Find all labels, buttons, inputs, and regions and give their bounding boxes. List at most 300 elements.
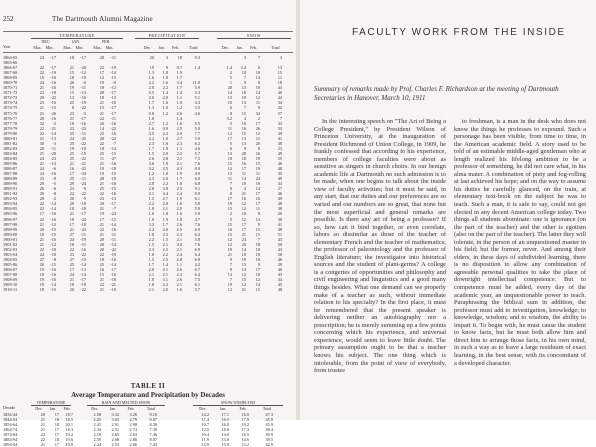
table-cell: -22 (80, 155, 86, 161)
table-cell: 20 (39, 196, 44, 202)
text-column-left (314, 118, 446, 375)
table-cell: 12.5 (201, 427, 209, 432)
table-cell: -13 (110, 196, 116, 202)
table-cell: -17 (110, 266, 116, 272)
table-cell: -19 (80, 150, 86, 156)
table-cell: 2.2 (162, 130, 168, 136)
table-cell: 8 (229, 110, 232, 116)
table-cell: 14 (241, 246, 246, 252)
table-cell: 19.9 (65, 442, 73, 447)
table-cell: 57 (277, 110, 282, 116)
year-cell: 1894-95 (3, 206, 18, 212)
table-cell: -11 (80, 130, 86, 136)
table-cell: -20 (50, 150, 56, 156)
table-cell: 12 (255, 95, 260, 101)
table-cell: 19 (39, 75, 44, 81)
table-cell: 2.2 (162, 251, 168, 257)
year-cell: 1910-11 (3, 287, 18, 293)
table-cell: 1.1 (176, 95, 182, 101)
table-cell: -15 (110, 150, 116, 156)
table-cell: 24 (39, 55, 44, 60)
table-cell: 28 (99, 176, 104, 182)
table-cell: 29 (39, 181, 44, 187)
table-cell: 2.0 (162, 95, 168, 101)
year-cell: 1884-85 (3, 155, 18, 161)
table-cell: 15 (69, 70, 74, 76)
table-cell: 18 (69, 206, 74, 212)
table-cell: 2.0 (148, 85, 154, 91)
year-cell: 1889-90 (3, 181, 18, 187)
table-cell: 9 (257, 221, 260, 227)
table-cell: 15 (255, 231, 260, 237)
table-cell: -7 (112, 206, 116, 212)
table-cell: 1.9 (162, 160, 168, 166)
table-cell: -6 (82, 80, 86, 86)
table-cell: 2 (229, 70, 232, 76)
table-cell: -16 (50, 272, 56, 278)
table-cell: -22 (80, 251, 86, 257)
table-cell: -5 (52, 181, 56, 187)
table-cell: 6.7 (194, 266, 200, 272)
table-cell: -16 (50, 85, 56, 91)
table-cell: 25 (69, 130, 74, 136)
table-cell: 11.4 (201, 417, 209, 422)
table-cell: 21 (40, 422, 45, 427)
table-cell: -16 (50, 236, 56, 242)
table-cell: 20 (39, 226, 44, 232)
year-cell: 1909-10 (3, 282, 18, 288)
table-cell: 27 (39, 256, 44, 262)
table-cell: 22 (99, 115, 104, 121)
table-cell: 43 (277, 246, 282, 252)
table-cell: 3.5 (194, 105, 200, 111)
table-cell: 49 (277, 150, 282, 156)
table-cell: 18 (54, 417, 59, 422)
table-cell: -3 (52, 140, 56, 146)
table-cell: 17.3 (241, 427, 249, 432)
table-cell: 1.4 (162, 90, 168, 96)
table-cell: 2.74 (129, 427, 137, 432)
year-cell: 1885-86 (3, 160, 18, 166)
table-cell: -16 (110, 160, 116, 166)
table-cell: 1.6 (176, 120, 182, 126)
table1-column-header: Dec. (143, 45, 152, 50)
table-cell: -8 (52, 191, 56, 197)
table-cell: 8 (257, 80, 260, 86)
table-cell: 46 (277, 191, 282, 197)
table-cell: 7 (257, 236, 260, 242)
table-cell: -18 (110, 277, 116, 283)
table-cell: 2.6 (148, 155, 154, 161)
table-cell: 11 (99, 155, 104, 161)
column-left-text: In the interesting speech on "The Art of Being a College President," by President Wilson of Princeton University, at the inauguration of President Richmond of Union College, in 1909, he frankly confessed that according to his experience, members of college faculties were about as sensitive as singers in church choirs. In our benign academic life at Dartmouth no such admission is to be made, when one begins to talk about the inside view of faculty activities; but it must be said, in any start, that our duties and our preferences are so varied and our numbers are so great, that none but the most superficial and general remarks are possible. Is there any art of being a professor? If so, how can it bind together, or even correlate, labors so dissimilar as those of the teacher of elementary French and the teacher of mathematics; the professor of paleontology and the professor of English literature; the investigator into historical sources and the student of plant-germs? A college is a congeries of opportunities and philosophy and civil engineering and linguistics and a good many things besides. What one demand can we properly make of a teacher as such, without immediate relation to his specialty? In the first place, it must be remembered that the present speaker is delivering neither an autobiography nor a prescription; he is merely summing up a few points concerning which his experience, and universal experience, would seem to leave little doubt. The primary assumption ought to be that a teacher knows his subject. The one thing which is intolerable, from the point of view of everybody, from trustee (314, 118, 446, 375)
table-cell: 2.1 (148, 272, 154, 278)
table-cell: 2.0 (162, 176, 168, 182)
table-cell: 2.6 (176, 266, 182, 272)
table-cell: -22 (80, 105, 86, 111)
table-cell: 27 (277, 186, 282, 192)
table-cell: 2.8 (176, 256, 182, 262)
table-cell: 2.7 (148, 120, 154, 126)
table-cell: 1.9 (162, 216, 168, 222)
table-cell: 22 (39, 246, 44, 252)
table-cell: 24 (39, 155, 44, 161)
group-temperature: TEMPERATURE (31, 33, 123, 39)
table-cell: 26 (39, 186, 44, 192)
year-label: Year (3, 44, 11, 49)
year-cell: 1895-96 (3, 211, 18, 217)
table-cell: 29 (69, 181, 74, 187)
table-cell: 46 (277, 256, 282, 262)
table-cell: -21 (80, 160, 86, 166)
table-cell: 2.4 (176, 251, 182, 257)
table-cell: 16 (99, 266, 104, 272)
table2-subtitle: Average Temperature and Precipitation by Decades (71, 391, 225, 399)
table-cell: 2.2 (148, 80, 154, 86)
table-cell: 6 (229, 145, 232, 151)
table-cell: -17 (110, 105, 116, 111)
table-cell: 17 (54, 442, 59, 447)
year-cell: 1883-84 (3, 150, 18, 156)
table1-column-header: Total (271, 45, 280, 50)
table-cell: 18.3 (65, 427, 73, 432)
table-cell: 19.6 (65, 437, 73, 442)
table-cell: 7 (257, 55, 260, 60)
table-cell: 10 (241, 211, 246, 217)
table-cell: 1.8 (148, 115, 154, 121)
table-cell: 17 (227, 135, 232, 141)
table-cell: 21 (241, 287, 246, 293)
table-cell: 2.91 (111, 422, 119, 427)
table-cell: 18 (177, 55, 182, 60)
table-cell: 1.7 (148, 261, 154, 267)
table-cell: 15 (227, 206, 232, 212)
table-cell: -24 (110, 211, 116, 217)
table-cell: 13 (241, 261, 246, 267)
table-cell: 17 (227, 196, 232, 202)
table-cell: 2.4 (176, 191, 182, 197)
table-cell: 2.1 (162, 241, 168, 247)
table-cell: 15 (241, 110, 246, 116)
table-cell: 1.6 (176, 211, 182, 217)
table-cell: 40.9 (265, 432, 273, 437)
table-cell: 2.41 (93, 422, 101, 427)
table-cell: 23 (39, 90, 44, 96)
table-cell: 4.2 (194, 261, 200, 267)
table-cell: 39.5 (265, 437, 273, 442)
table1-column-header: Jan. (158, 45, 165, 50)
table-cell: 21 (99, 221, 104, 227)
table2-column-header: Jan. (49, 406, 57, 411)
table-cell: 17 (54, 432, 59, 437)
table-cell: 17.1 (221, 412, 229, 417)
table-cell: -17 (80, 211, 86, 217)
table-cell: 0.8 (148, 110, 154, 116)
table-cell: 2.2 (176, 272, 182, 278)
table-cell: 24 (39, 166, 44, 172)
table-cell: 18 (69, 216, 74, 222)
table-cell: 2.1 (176, 236, 182, 242)
table-cell: 1.9 (176, 70, 182, 76)
table-cell: 18 (99, 85, 104, 91)
table-cell: 18 (241, 70, 246, 76)
table-cell: 18.7 (65, 412, 73, 417)
month-feb: FEB. (101, 39, 111, 44)
table-cell: 12 (227, 241, 232, 247)
table-cell: -16 (110, 272, 116, 278)
table-cell: 7 (229, 277, 232, 283)
table-cell: 3.32 (111, 412, 119, 417)
table-cell: -11 (110, 236, 116, 242)
table-cell: 42.9 (265, 442, 273, 447)
year-cell: 1904-05 (3, 256, 18, 262)
table-cell: 21 (39, 150, 44, 156)
table-cell: -8 (52, 176, 56, 182)
table-cell: 18 (241, 90, 246, 96)
table-cell: 21 (39, 110, 44, 116)
table-cell: 2.80 (129, 437, 137, 442)
table-cell: 1.7 (176, 176, 182, 182)
table-cell: -19 (80, 206, 86, 212)
table2-column-header: Feb. (127, 406, 135, 411)
table-cell: 1 (229, 80, 232, 86)
table-cell: 26 (69, 80, 74, 86)
table-cell: -16 (50, 171, 56, 177)
table-cell: -16 (110, 226, 116, 232)
table-cell: 51 (277, 231, 282, 237)
table-cell: 24 (69, 135, 74, 141)
table-cell: 14 (241, 266, 246, 272)
right-page (300, 0, 596, 420)
table-cell: 22 (69, 191, 74, 197)
table-cell: 18 (39, 231, 44, 237)
table-cell: -9 (82, 196, 86, 202)
table-cell: 43 (277, 272, 282, 278)
table-cell: 48 (277, 201, 282, 207)
table-cell: 9.16 (149, 412, 157, 417)
table-cell: 19.2 (241, 422, 249, 427)
table-cell: 22 (99, 282, 104, 288)
table-cell: 1.4 (226, 65, 232, 71)
table-cell: 21 (99, 206, 104, 212)
table-cell: 32 (39, 120, 44, 126)
table-cell: -16 (50, 115, 56, 121)
table-cell: 21 (99, 110, 104, 116)
year-cell: 1867-68 (3, 70, 18, 76)
table-cell: 13 (277, 65, 282, 71)
table-cell: 15 (241, 130, 246, 136)
table-cell: 3.4 (240, 65, 246, 71)
table-cell: 40 (277, 266, 282, 272)
table-cell: 22 (99, 226, 104, 232)
page-number: 252 (3, 15, 14, 23)
table-cell: 21 (40, 427, 45, 432)
table-cell: 20 (40, 412, 45, 417)
table-cell: 17 (69, 221, 74, 227)
year-cell: 1873-74 (3, 100, 18, 106)
table-cell: -14 (80, 272, 86, 278)
table-cell: -18 (50, 90, 56, 96)
table-cell: 4.4 (162, 191, 168, 197)
table-cell: -11 (80, 241, 86, 247)
table-cell: 5.0 (194, 211, 200, 217)
table-cell: 20 (241, 241, 246, 247)
table-cell: 25 (99, 261, 104, 267)
table-cell: 3.1 (162, 277, 168, 283)
table-cell: 23 (277, 145, 282, 151)
year-cell: 1871-72 (3, 90, 18, 96)
table-cell: 13 (227, 171, 232, 177)
table-cell: -16 (50, 266, 56, 272)
table-cell: 9 (229, 186, 232, 192)
table-cell: -17 (50, 55, 56, 60)
table-cell: 22 (99, 251, 104, 257)
table-cell: -11 (110, 231, 116, 237)
table-cell: 41 (277, 221, 282, 227)
table-cell: 1.8 (148, 206, 154, 212)
year-cell: 1878-79 (3, 125, 18, 131)
table2-column-header: Total (262, 406, 272, 411)
table-cell: 12 (99, 75, 104, 81)
table-cell: 6.0 (194, 176, 200, 182)
table-cell: 20 (99, 55, 104, 60)
table-cell: 16 (241, 160, 246, 166)
table-cell: -14 (110, 70, 116, 76)
table-cell: -15 (50, 261, 56, 267)
table-cell: 19 (255, 166, 260, 172)
table-cell: -12 (50, 241, 56, 247)
year-cell: 1875-76 (3, 110, 18, 116)
table-cell: 6.9 (194, 246, 200, 252)
table2-column-header: Jan. (219, 406, 227, 411)
table-cell: -16 (80, 246, 86, 252)
table-cell: 2.0 (176, 206, 182, 212)
article-title: FACULTY WORK FROM THE INSIDE (352, 27, 566, 38)
table-cell: -23 (50, 155, 56, 161)
table-cell: 21 (69, 160, 74, 166)
table-cell: 20 (99, 135, 104, 141)
table-cell: 2.1 (176, 155, 182, 161)
t2-group-temperature: TEMPERATURE (31, 400, 71, 406)
table-cell: 3 (279, 55, 282, 60)
running-head: The Dartmouth Alumni Magazine (52, 15, 153, 23)
table-cell: 18 (54, 422, 59, 427)
table-cell: 1.6 (148, 125, 154, 131)
table-cell: -34 (80, 171, 86, 177)
year-cell: 1886-87 (3, 166, 18, 172)
table-cell: 2 (257, 115, 260, 121)
table-cell: 13.2 (241, 442, 249, 447)
table-cell: 21 (99, 287, 104, 293)
table1-column-header: Min. (75, 45, 84, 50)
table1-column-header: Jan. (236, 45, 243, 50)
table-cell: 17 (255, 266, 260, 272)
table-cell: 35 (277, 171, 282, 177)
table-cell: 25 (69, 261, 74, 267)
table-cell: 2.2 (148, 201, 154, 207)
table-cell: 11 (277, 75, 282, 81)
table-cell: 21 (69, 226, 74, 232)
table-cell: 2.68 (111, 437, 119, 442)
table-cell: -12 (110, 85, 116, 91)
table-cell: 10.7 (201, 422, 209, 427)
table-cell: 2.6 (176, 110, 182, 116)
table-cell: -12 (80, 70, 86, 76)
table-cell: 13.0 (221, 437, 229, 442)
table-cell: 12 (241, 201, 246, 207)
table-cell: 23 (69, 251, 74, 257)
table-cell: -14 (80, 261, 86, 267)
table-cell: 17 (69, 171, 74, 177)
table-cell: 15 (255, 226, 260, 232)
table-cell: 23 (39, 100, 44, 106)
table-cell: -22 (80, 140, 86, 146)
table-cell: 18 (255, 256, 260, 262)
table-cell: 13 (241, 140, 246, 146)
table-cell: 20 (99, 246, 104, 252)
table-cell: 25 (69, 100, 74, 106)
table-cell: 1.6 (162, 100, 168, 106)
year-cell: 1882-83 (3, 145, 18, 151)
table-cell: 1.4 (162, 261, 168, 267)
table-cell: 23 (99, 196, 104, 202)
table-cell: 18 (99, 145, 104, 151)
table-cell: 21 (39, 241, 44, 247)
table-cell: 13 (227, 150, 232, 156)
table-cell: 19 (255, 251, 260, 257)
table-cell: 13 (241, 135, 246, 141)
table-cell: 22 (40, 437, 45, 442)
table-cell: 9 (257, 261, 260, 267)
table-cell: 17 (69, 266, 74, 272)
table-cell: -16 (50, 216, 56, 222)
decade-cell: 1864-74 (3, 427, 18, 432)
table-cell: 4.6 (194, 110, 200, 116)
table-cell: -13 (110, 95, 116, 101)
table-cell: 12 (241, 206, 246, 212)
table-cell: 21 (39, 221, 44, 227)
table-cell: -22 (80, 166, 86, 172)
table-cell: 1.9 (176, 171, 182, 177)
table-cell: 20 (69, 287, 74, 293)
table-cell: 13 (241, 100, 246, 106)
table-cell: 22 (99, 140, 104, 146)
table-cell: 2.7 (162, 196, 168, 202)
table-cell: -11 (110, 55, 116, 60)
table-cell: 20 (227, 85, 232, 91)
table-cell: 23 (69, 186, 74, 192)
table-cell: -22 (110, 135, 116, 141)
table-cell: 15 (241, 277, 246, 283)
table-cell: 2.5 (162, 256, 168, 262)
table-cell: 1.2 (162, 120, 168, 126)
table-cell: 29 (277, 261, 282, 267)
table-cell: -2 (52, 196, 56, 202)
table-cell: 18 (69, 75, 74, 81)
table-cell: -14 (50, 130, 56, 136)
table-cell: 19 (99, 171, 104, 177)
table-cell: 34 (277, 100, 282, 106)
table-cell: 2.3 (176, 231, 182, 237)
table-cell: 1.7 (162, 221, 168, 227)
year-cell: 1876-77 (3, 115, 18, 121)
year-cell: 1865-66 (3, 60, 18, 66)
table1-column-header: Feb. (250, 45, 257, 50)
table-cell: -11 (50, 145, 56, 151)
table-cell: 22 (39, 70, 44, 76)
table-cell: 24 (39, 171, 44, 177)
table-cell: 17 (54, 412, 59, 417)
